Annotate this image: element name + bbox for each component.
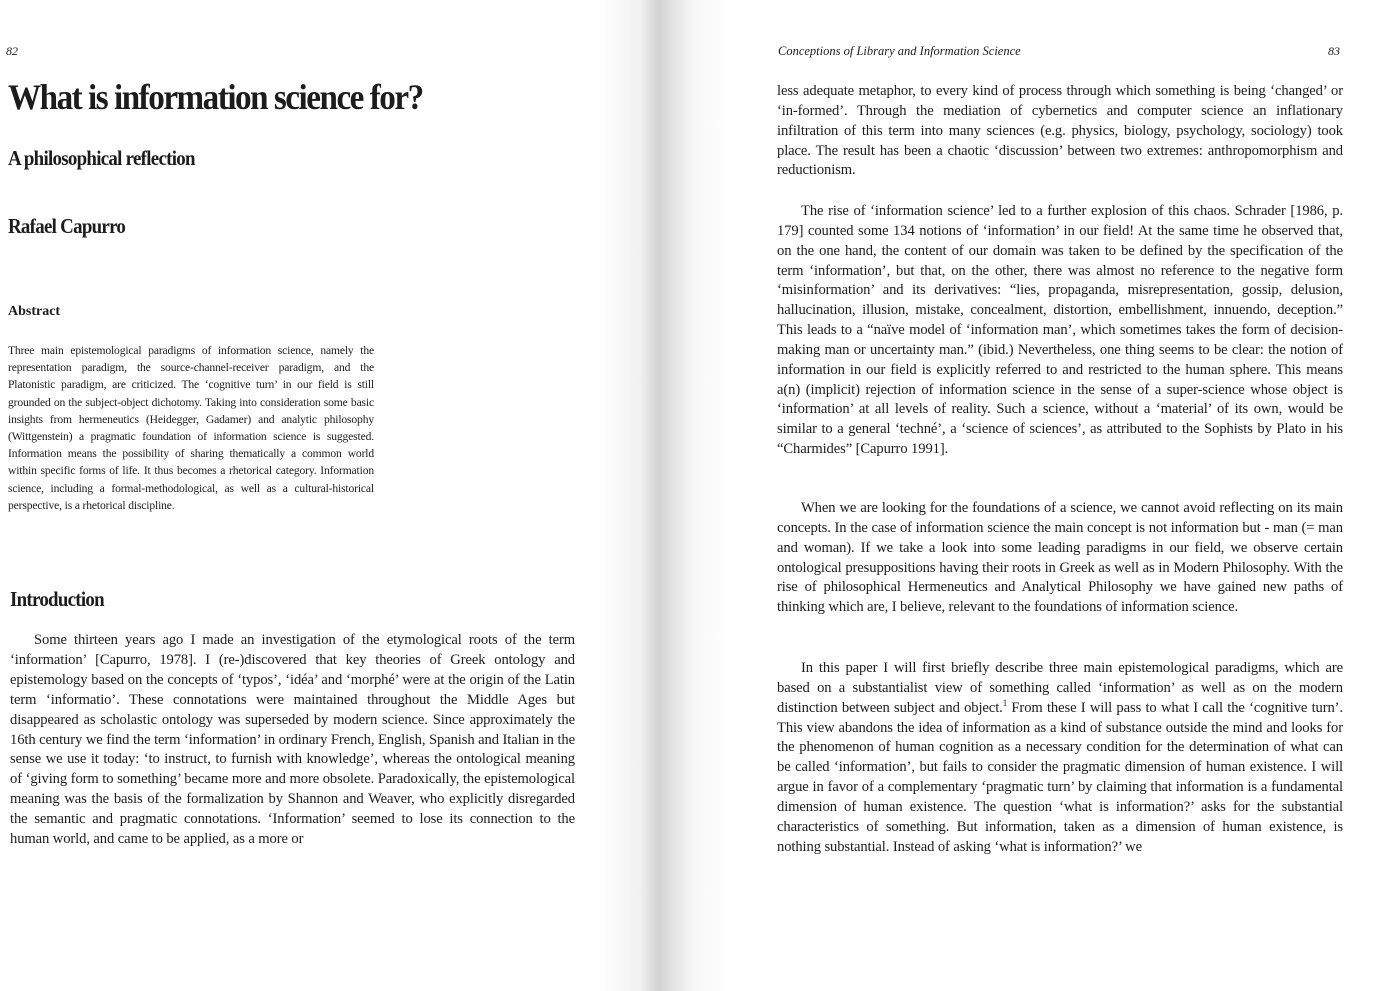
body-paragraph-3: When we are looking for the foundations of a science, we cannot avoid reflecting on its main concepts. In the case of information science the main concept is not information but - man (= man and woman). If we take a look into some leading paradigms in our field, we observe certain ontological presuppositions having their roots in Greek as well as in Modern Philosophy. With the rise of philosophical Hermeneutics and Analytical Philosophy we have gained new paths of thinking which are, I believe, relevant to the foundations of information science. xyxy=(777,500,1343,616)
body-paragraph-1: less adequate metaphor, to every kind of process through which something is being ‘changed’ or ‘in-formed’. Through the mediation of cybernetics and computer science an inflationary infiltration of this term into many sciences (e.g. physics, biology, psychology, sociology) took place. The result has been a chaotic ‘discussion’ between two extremes: anthropomorphism and reductionism. xyxy=(777,83,1343,179)
author-name: Rafael Capurro xyxy=(8,214,126,238)
article-title: What is information science for? xyxy=(8,77,423,117)
article-subtitle: A philosophical reflection xyxy=(8,146,195,170)
abstract-heading: Abstract xyxy=(8,304,61,319)
right-page xyxy=(690,0,1400,991)
abstract-text: Three main epistemological paradigms of information science, namely the representation paradigm, the source-channel-receiver paradigm, and the Platonistic paradigm, are criticized. The ‘cognitive turn’ in our field is still grounded on the subject-object dichotomy. Taking into consideration some basic insights from hermeneutics (Heidegger, Gadamer) and analytic philosophy (Wittgenstein) a pragmatic foundation of information science is suggested. Information means the possibility of sharing thematically a common world within specific forms of life. It thus becomes a rhetorical category. Information science, including a formal-methodological, as well as a cultural-historical perspective, is a rhetorical discipline. xyxy=(8,344,374,512)
body-paragraph-4-part-2: From these I will pass to what I call the ‘cognitive turn’. This view abandons the idea of information as a kind of substance outside the mind and looks for the phenomenon of human cognition as a necessary condition for the determination of what can be called ‘information’, but fails to consider the pragmatic dimension of human existence. I will argue in favor of a complementary ‘pragmatic turn’ by claiming that information is a fundamental dimension of human existence. The question ‘what is information?’ asks for the substantial characteristics of something. But information, taken as a dimension of human existence, is nothing substantial. Instead of asking ‘what is information?’ we xyxy=(777,699,1343,855)
page-number-left: 82 xyxy=(6,44,18,58)
body-paragraph-4-part-1: In this paper I will first briefly describe three main epistemological paradigms, which are based on a substantialist view of something called ‘information’ as well as on the modern distinction between subject and object. xyxy=(777,660,1343,716)
introduction-paragraph: Some thirteen years ago I made an investigation of the etymological roots of the term ‘information’ [Capurro, 1978]. I (re-)discovered that key theories of Greek ontology and epistemology based on the concepts of ‘typos’, ‘idéa’ and ‘morphé’ were at the origin of the Latin term ‘informatio’. These connotations were maintained throughout the Middle Ages but disappeared as scholastic ontology was superseded by modern science. Since approximately the 16th century we find the term ‘information’ in ordinary French, English, Spanish and Italian in the sense we use it today: ‘to instruct, to furnish with knowledge’, whereas the ontological meaning of ‘giving form to something’ became more and more obsolete. Paradoxically, the epistemological meaning was the basis of the formalization by Shannon and Weaver, who explicitly disregarded the semantic and pragmatic connotations. ‘Information’ seemed to lose its connection to the human world, and came to be applied, as a more or xyxy=(10,632,575,848)
left-page xyxy=(0,0,640,991)
running-head: Conceptions of Library and Information Science xyxy=(778,44,1021,58)
introduction-heading: Introduction xyxy=(10,587,104,611)
body-paragraph-4 xyxy=(777,659,1343,857)
page-number-right: 83 xyxy=(1328,44,1340,58)
footnote-marker: 1 xyxy=(1002,697,1008,708)
body-paragraph-2: The rise of ‘information science’ led to a further explosion of this chaos. Schrader [1986, p. 179] counted some 134 notions of ‘information’ in our field! At the same time he observed that, on the one hand, the content of our domain was taken to be defined by the specification of the term ‘information’, but that, on the other, there was almost no reference to the negative form ‘misinformation’ and its derivatives: “lies, propaganda, misrepresentation, gossip, delusion, hallucination, illusion, mistake, concealment, distortion, embellishment, innuendo, deception.” This leads to a “naïve model of ‘information man’, which sometimes takes the form of decision-making man or uncertainty man.” (ibid.) Nevertheless, one thing seems to be clear: the notion of information in our field is explicitly referred to and restricted to the human sphere. This means a(n) (implicit) rejection of information science in the sense of a super-science whose object is ‘information’ at all levels of reality. Such a science, without a ‘material’ of its own, would be similar to a general ‘techné’, a ‘science of sciences’, as attributed to the Sophists by Plato in his “Charmides” [Capurro 1991]. xyxy=(777,203,1343,458)
